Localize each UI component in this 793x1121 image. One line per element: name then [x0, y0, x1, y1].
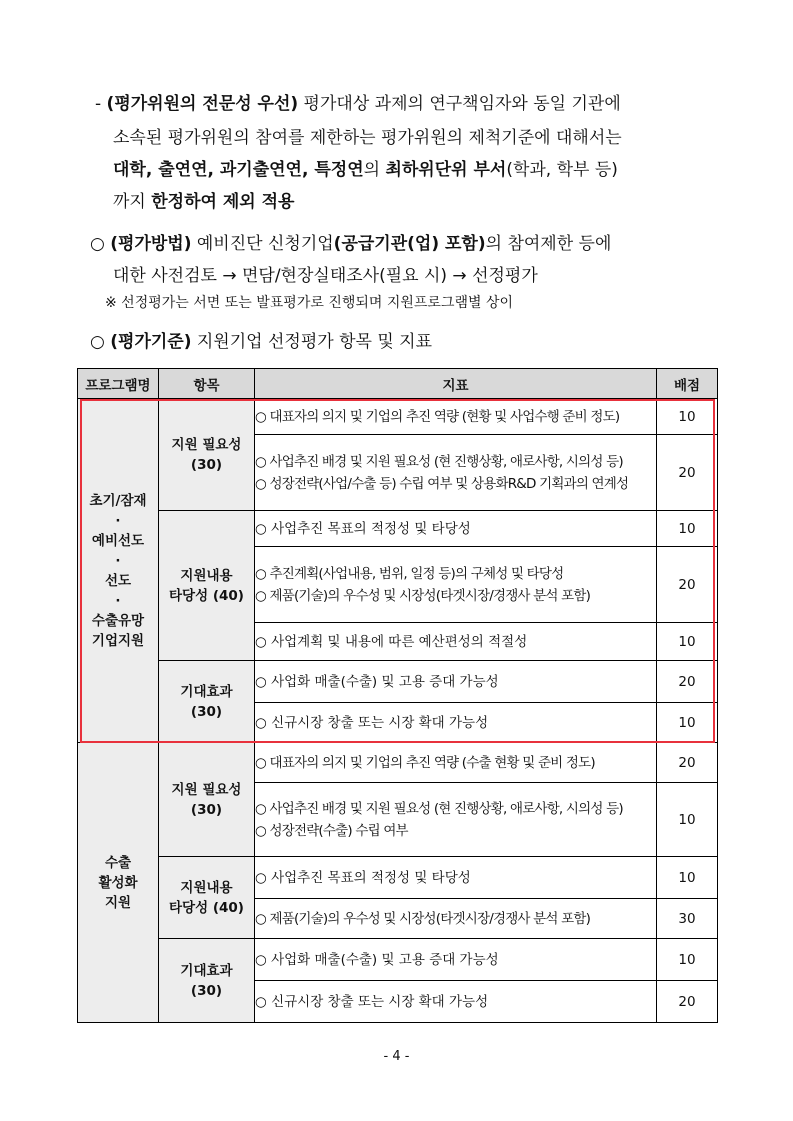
score-cell: 10: [657, 857, 718, 899]
program-line: 기업지원: [91, 632, 145, 649]
page-number: - 4 -: [383, 1049, 410, 1064]
indicator-cell: ○ 사업추진 목표의 적정성 및 타당성: [255, 511, 657, 547]
intro-item2-note: ※ 선정평가는 서면 또는 발표평가로 진행되며 지원프로그램별 상이: [105, 295, 514, 311]
indicator-cell: ○ 신규시장 창출 또는 시장 확대 가능성: [255, 981, 657, 1023]
category-cell-validity: [159, 511, 255, 661]
score-cell: 10: [657, 623, 718, 661]
item3-heading: (평가기준): [110, 332, 192, 352]
indicator-cell: ○ 사업화 매출(수출) 및 고용 증대 가능성: [255, 939, 657, 981]
category-line: (30): [190, 703, 223, 720]
score-cell: 10: [657, 783, 718, 857]
dash-bullet: -: [95, 94, 102, 114]
score-cell: 10: [657, 399, 718, 435]
item1-line3-mid: 의: [363, 160, 386, 180]
intro-item2-line1: [90, 232, 611, 256]
indicator-cell: ○ 대표자의 의지 및 기업의 추진 역량 (수출 현황 및 준비 정도): [255, 743, 657, 783]
evaluation-criteria-table: [77, 368, 718, 1023]
intro-item1-line4: [113, 190, 294, 214]
indicator-line: ○ 성장전략(사업/수출 등) 수립 여부 및 상용화R&D 기획과의 연계성: [255, 475, 629, 492]
table-header-row: [78, 369, 718, 399]
item2-supplier-incl: (공급기관(업) 포함): [333, 234, 486, 254]
program-line: 수출유망: [91, 612, 145, 629]
indicator-cell: ○ 신규시장 창출 또는 시장 확대 가능성: [255, 703, 657, 743]
category-line: 지원내용: [180, 567, 233, 584]
item2-heading: (평가방법): [110, 234, 192, 254]
indicator-cell: ○ 대표자의 의지 및 기업의 추진 역량 (현황 및 사업수행 준비 정도): [255, 399, 657, 435]
indicator-cell: ○ 사업화 매출(수출) 및 고용 증대 가능성: [255, 661, 657, 703]
score-cell: 30: [657, 899, 718, 939]
indicator-cell: ○ 제품(기술)의 우수성 및 시장성(타겟시장/경쟁사 분석 포함): [255, 899, 657, 939]
item1-line1-text: 평가대상 과제의 연구책임자와 동일 기관에: [298, 94, 621, 114]
category-cell-validity: [159, 857, 255, 939]
program-line: 수출: [104, 854, 132, 871]
table-row: [78, 661, 718, 703]
program-cell-export: [78, 743, 159, 1023]
category-line: 지원내용: [180, 879, 233, 896]
indicator-line: ○ 추진계획(사업내용, 범위, 일정 등)의 구체성 및 타당성: [255, 565, 564, 582]
item1-limited-exclusion: 한정하여 제외 적용: [151, 192, 295, 212]
program-line: 지원: [104, 894, 132, 911]
intro-item1-line1: [95, 92, 621, 116]
indicator-line: ○ 사업추진 배경 및 지원 필요성 (현 진행상황, 애로사항, 시의성 등): [255, 453, 623, 470]
item3-text: 지원기업 선정평가 항목 및 지표: [191, 332, 432, 352]
intro-item1-line2: 소속된 평가위원의 참여를 제한하는 평가위원의 제척기준에 대해서는: [113, 128, 622, 148]
header-program: 프로그램명: [78, 369, 159, 399]
intro-item1-line3: [113, 158, 618, 182]
intro-item3-line: [90, 330, 432, 354]
item2-line1-end: 의 참여제한 등에: [485, 234, 612, 254]
score-cell: 20: [657, 547, 718, 623]
program-line: 활성화: [98, 874, 138, 891]
indicator-cell: ○ 사업계획 및 내용에 따른 예산편성의 적절성: [255, 623, 657, 661]
program-line: ·: [115, 552, 121, 569]
program-cell-early-stage: [78, 399, 159, 743]
indicator-cell: [255, 783, 657, 857]
table-row: [78, 511, 718, 547]
category-line: 기대효과: [180, 683, 233, 700]
table-row: [78, 743, 718, 783]
category-cell-need: [159, 743, 255, 857]
indicator-cell: [255, 435, 657, 511]
indicator-cell: ○ 사업추진 목표의 적정성 및 타당성: [255, 857, 657, 899]
score-cell: 10: [657, 703, 718, 743]
program-line: ·: [115, 512, 121, 529]
program-line: 초기/잠재: [89, 492, 147, 509]
indicator-line: ○ 성장전략(수출) 수립 여부: [255, 822, 408, 839]
score-cell: 20: [657, 661, 718, 703]
score-cell: 20: [657, 743, 718, 783]
category-line: 타당성 (40): [169, 899, 244, 916]
score-cell: 10: [657, 511, 718, 547]
table-row: [78, 857, 718, 899]
header-indicator: 지표: [255, 369, 657, 399]
item1-line3-end: (학과, 학부 등): [506, 160, 618, 180]
category-line: (30): [190, 982, 223, 999]
score-cell: 20: [657, 981, 718, 1023]
category-cell-effect: [159, 939, 255, 1023]
indicator-line: ○ 사업추진 배경 및 지원 필요성 (현 진행상황, 애로사항, 시의성 등): [255, 800, 623, 817]
program-line: 선도: [104, 572, 132, 589]
category-line: (30): [190, 456, 223, 473]
circle-bullet-icon: ○: [90, 234, 105, 254]
category-cell-need: [159, 399, 255, 511]
indicator-cell: [255, 547, 657, 623]
program-line: ·: [115, 592, 121, 609]
category-line: (30): [190, 801, 223, 818]
item1-lowest-unit: 최하위단위 부서: [385, 160, 507, 180]
circle-bullet-icon: ○: [90, 332, 105, 352]
category-line: 지원 필요성: [171, 781, 242, 798]
indicator-line: ○ 제품(기술)의 우수성 및 시장성(타겟시장/경쟁사 분석 포함): [255, 587, 591, 604]
category-line: 지원 필요성: [171, 436, 242, 453]
item1-heading: (평가위원의 전문성 우선): [106, 94, 299, 114]
header-score: 배점: [657, 369, 718, 399]
header-category: 항목: [159, 369, 255, 399]
program-line: 예비선도: [91, 532, 145, 549]
intro-item2-line2: 대한 사전검토 → 면담/현장실태조사(필요 시) → 선정평가: [113, 266, 538, 286]
item2-line1-text: 예비진단 신청기업: [191, 234, 334, 254]
table-row: [78, 939, 718, 981]
score-cell: 10: [657, 939, 718, 981]
category-line: 기대효과: [180, 962, 233, 979]
category-line: 타당성 (40): [169, 587, 244, 604]
score-cell: 20: [657, 435, 718, 511]
category-cell-effect: [159, 661, 255, 743]
table-row: [78, 399, 718, 435]
item1-line4-start: 까지: [113, 192, 152, 212]
item1-institutions: 대학, 출연연, 과기출연연, 특정연: [113, 160, 364, 180]
